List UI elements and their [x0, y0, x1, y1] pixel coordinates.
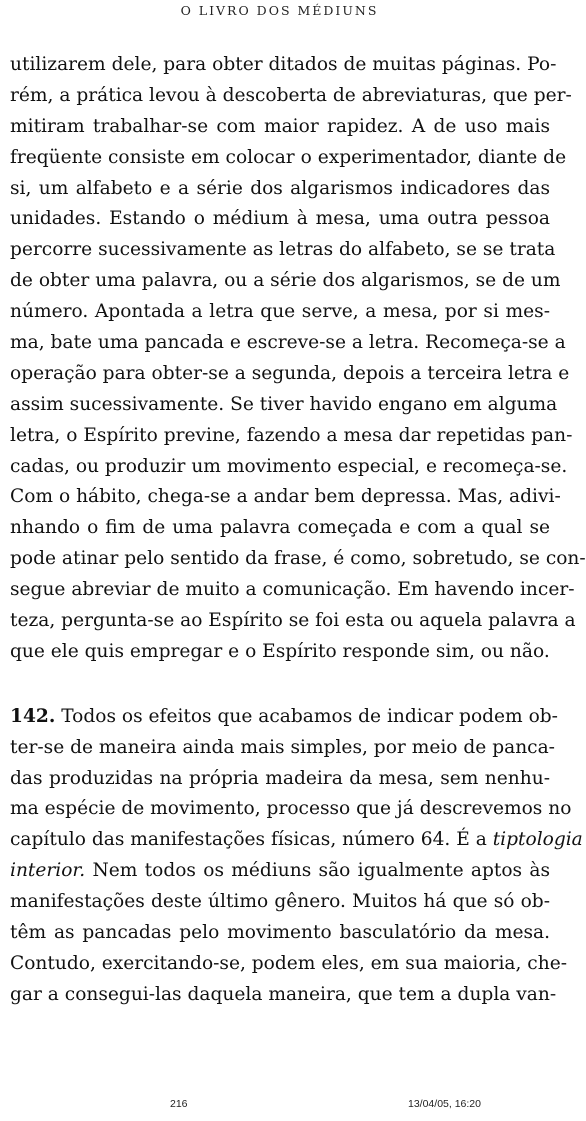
text-line: teza, pergunta-se ao Espírito se foi esta ou aquela palavra a — [10, 610, 576, 632]
text-line: letra, o Espírito previne, fazendo a mesa dar repetidas pan- — [10, 424, 573, 446]
text-line: número. Apontada a letra que serve, a mesa, por si mes- — [10, 301, 550, 323]
text-line: pode atinar pelo sentido da frase, é como, sobretudo, se con- — [10, 548, 586, 570]
text-line: que ele quis empregar e o Espírito responde sim, ou não. — [10, 640, 550, 662]
italic-term: tiptologia — [492, 829, 583, 851]
text-line: cadas, ou produzir um movimento especial, e recomeça-se. — [10, 455, 568, 477]
text-line: de obter uma palavra, ou a série dos algarismos, se de um — [10, 270, 561, 292]
text-line: assim sucessivamente. Se tiver havido engano em alguma — [10, 393, 558, 415]
text-line: têm as pancadas pelo movimento basculatório da mesa. — [10, 922, 550, 944]
text-run: Nem todos os médiuns são igualmente aptos às — [85, 860, 550, 882]
text-line: gar a consegui-las daquela maneira, que tem a dupla van- — [10, 983, 557, 1005]
text-line: ma, bate uma pancada e escreve-se a letra. Recomeça-se a — [10, 332, 566, 354]
text-line — [10, 702, 558, 733]
text-line: manifestações deste último gênero. Muitos há que só ob- — [10, 891, 550, 913]
paragraph-142 — [10, 702, 583, 1011]
paragraph-gap — [10, 668, 550, 702]
text-line: si, um alfabeto e a série dos algarismos indicadores das — [10, 177, 550, 199]
running-head: O LIVRO DOS MÉDIUNS — [180, 3, 379, 18]
text-line: nhando o fim de uma palavra começada e com a qual se — [10, 517, 550, 539]
italic-term: interior. — [10, 860, 86, 882]
paragraph-number: 142. — [10, 705, 56, 727]
text-run: capítulo das manifestações físicas, número 64. É a — [10, 829, 493, 851]
text-run: Todos os efeitos que acabamos de indicar podem ob- — [55, 705, 558, 727]
text-line — [10, 825, 583, 856]
page-number: 216 — [170, 1098, 188, 1110]
text-line: rém, a prática levou à descoberta de abreviaturas, que per- — [10, 84, 572, 106]
text-line: unidades. Estando o médium à mesa, uma outra pessoa — [10, 208, 550, 230]
text-line: operação para obter-se a segunda, depois a terceira letra e — [10, 362, 570, 384]
text-line: utilizarem dele, para obter ditados de muitas páginas. Po- — [10, 54, 557, 75]
text-line: freqüente consiste em colocar o experimentador, diante de — [10, 146, 567, 168]
body-text — [10, 50, 586, 1011]
text-line: Contudo, exercitando-se, podem eles, em sua maioria, che- — [10, 952, 567, 974]
text-line: segue abreviar de muito a comunicação. Em havendo incer- — [10, 579, 575, 601]
text-line: mitiram trabalhar-se com maior rapidez. A de uso mais — [10, 115, 550, 137]
paragraph-141-continuation — [10, 50, 586, 668]
print-timestamp: 13/04/05, 16:20 — [408, 1098, 481, 1110]
text-line: das produzidas na própria madeira da mesa, sem nenhu- — [10, 767, 550, 789]
text-line: ma espécie de movimento, processo que já descrevemos no — [10, 798, 572, 820]
text-line: percorre sucessivamente as letras do alfabeto, se se trata — [10, 239, 556, 261]
text-line: Com o hábito, chega-se a andar bem depressa. Mas, adivi- — [10, 486, 561, 508]
text-line — [10, 856, 550, 887]
text-line: ter-se de maneira ainda mais simples, por meio de panca- — [10, 736, 555, 758]
